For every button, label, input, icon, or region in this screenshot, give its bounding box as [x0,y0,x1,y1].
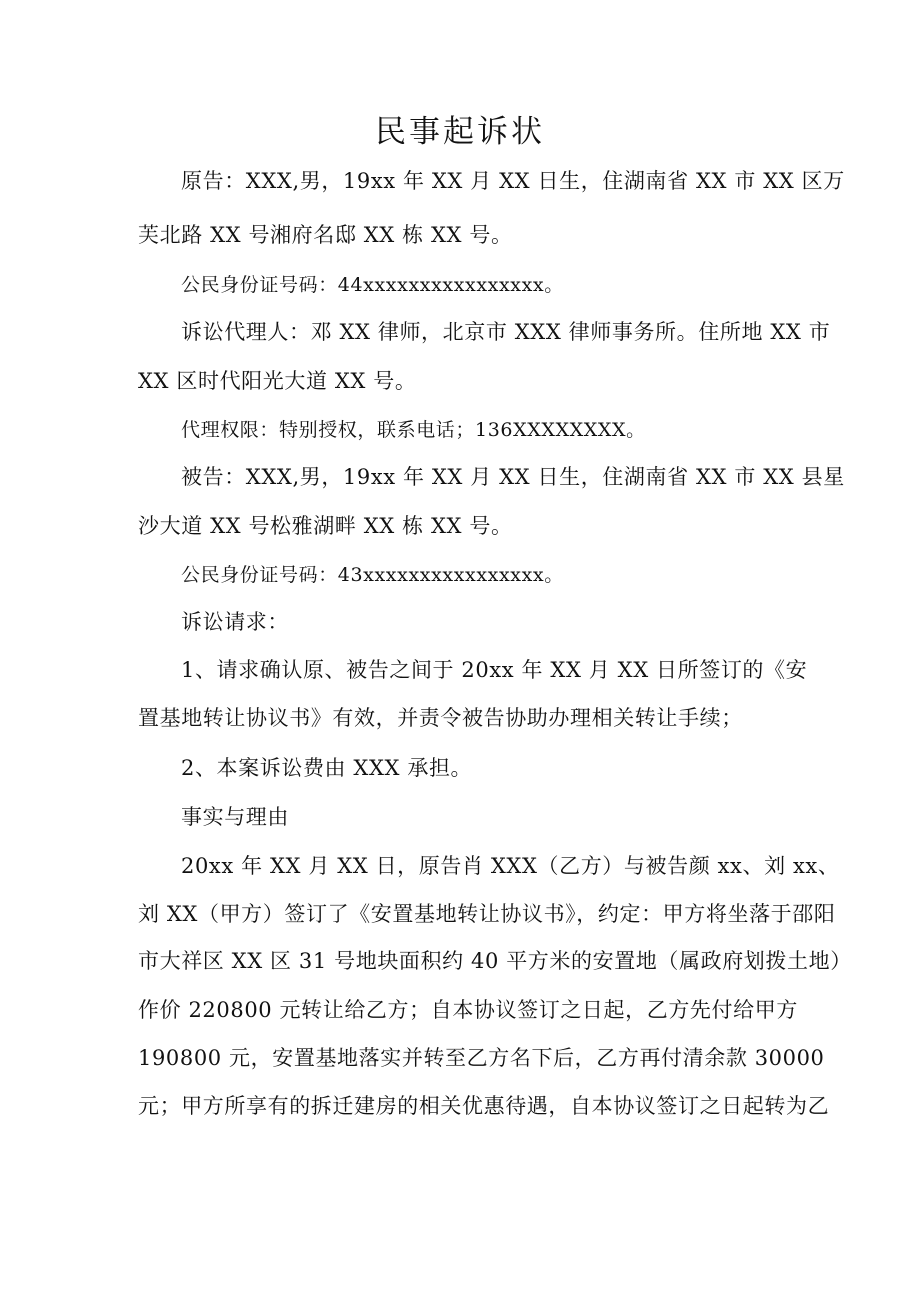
defendant-id-number: 公民身份证号码：43xxxxxxxxxxxxxxxx。 [181,564,564,586]
facts-line-4: 作价 220800 元转让给乙方；自本协议签订之日起，乙方先付给甲方 [138,998,798,1022]
document-title: 民事起诉状 [375,114,545,150]
facts-line-6: 元；甲方所享有的拆迁建房的相关优惠待遇，自本协议签订之日起转为乙 [138,1094,830,1118]
facts-line-1: 20xx 年 XX 月 XX 日，原告肖 XXX（乙方）与被告颜 xx、刘 xx、 [181,854,840,878]
plaintiff-id-number: 公民身份证号码：44xxxxxxxxxxxxxxxx。 [181,274,564,296]
claim-1-line-2: 置基地转让协议书》有效，并责令被告协助办理相关转让手续； [138,706,743,730]
plaintiff-line-2: 芙北路 XX 号湘府名邸 XX 栋 XX 号。 [138,223,513,247]
defendant-line-2: 沙大道 XX 号松雅湖畔 XX 栋 XX 号。 [138,514,513,538]
claim-2: 2、本案诉讼费由 XXX 承担。 [181,756,473,780]
agent-line-2: XX 区时代阳光大道 XX 号。 [138,369,417,393]
agent-line-1: 诉讼代理人：邓 XX 律师，北京市 XXX 律师事务所。住所地 XX 市 [181,320,831,344]
agent-authority: 代理权限：特别授权，联系电话；136XXXXXXXX。 [181,419,646,441]
defendant-line-1: 被告：XXX,男，19xx 年 XX 月 XX 日生，住湖南省 XX 市 XX 县星 [181,465,845,489]
facts-line-5: 190800 元，安置基地落实并转至乙方名下后，乙方再付清余款 30000 [138,1046,825,1070]
plaintiff-line-1: 原告：XXX,男，19xx 年 XX 月 XX 日生，住湖南省 XX 市 XX 区万 [181,169,845,193]
facts-heading: 事实与理由 [181,805,289,829]
claims-heading: 诉讼请求： [181,610,289,634]
facts-line-2: 刘 XX（甲方）签订了《安置基地转让协议书》，约定：甲方将坐落于邵阳 [138,902,836,926]
facts-line-3: 市大祥区 XX 区 31 号地块面积约 40 平方米的安置地（属政府划拨土地） [138,949,852,973]
claim-1-line-1: 1、请求确认原、被告之间于 20xx 年 XX 月 XX 日所签订的《安 [181,658,808,682]
